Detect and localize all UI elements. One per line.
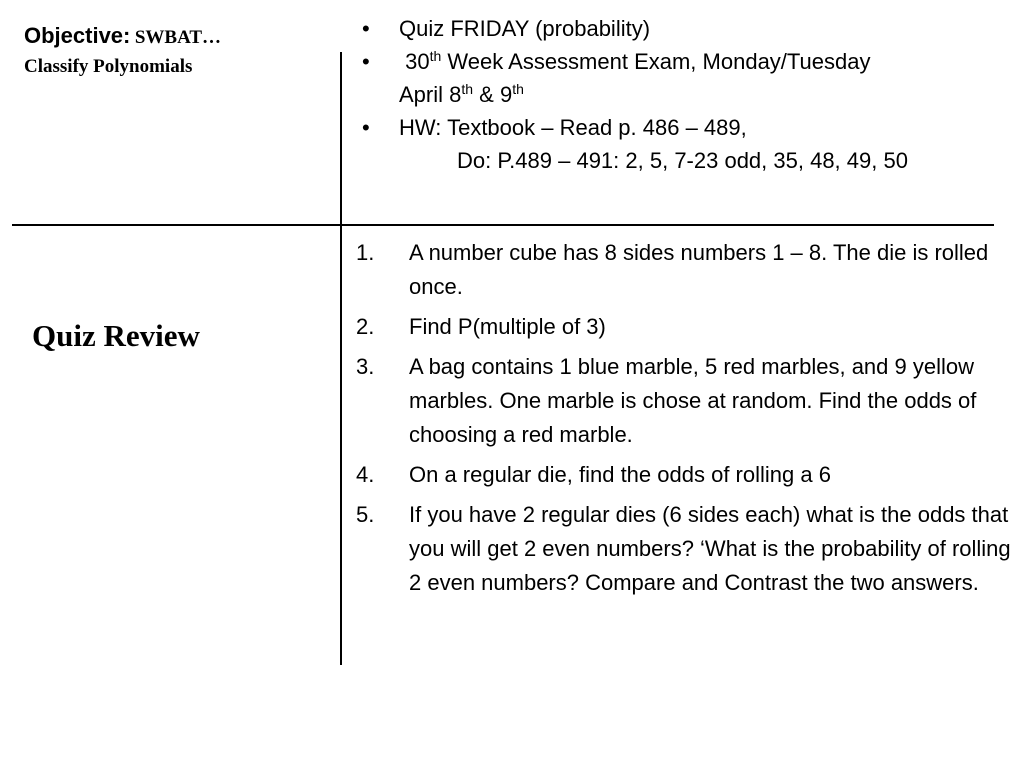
section-title: Quiz Review	[32, 318, 200, 353]
objective-topic: Classify Polynomials	[24, 56, 193, 77]
quiz-announcement: Quiz FRIDAY (probability)	[399, 16, 651, 41]
exam-date-a: April 8	[399, 82, 462, 107]
exam-announcement: Week Assessment Exam, Monday/Tuesday	[441, 49, 871, 74]
list-item	[356, 236, 1018, 304]
question-list	[356, 236, 1018, 606]
vertical-divider	[340, 52, 342, 665]
bullet-icon: •	[362, 16, 370, 41]
exam-date-b-suffix: th	[512, 81, 524, 97]
homework-read: HW: Textbook – Read p. 486 – 489,	[399, 115, 747, 140]
list-item	[356, 458, 1018, 492]
question-number: 5.	[356, 502, 375, 527]
objective-label: Objective:	[24, 23, 131, 48]
question-number: 3.	[356, 354, 375, 379]
list-item	[356, 498, 1018, 600]
exam-week-suffix: th	[429, 48, 442, 64]
exam-week-number: 30	[405, 49, 430, 74]
announcement-item	[358, 45, 1008, 111]
objective-swbat: SWBAT…	[134, 27, 222, 48]
question-text: On a regular die, find the odds of rolling a 6	[409, 462, 831, 487]
question-number: 2.	[356, 314, 375, 339]
question-number: 1.	[356, 240, 375, 265]
question-text: Find P(multiple of 3)	[409, 314, 606, 339]
question-text: If you have 2 regular dies (6 sides each) what is the odds that you will get 2 even numbers? ‘What is the probability of rolling 2 even numbers? Compare and Contrast the two answers.	[409, 502, 1011, 595]
objective-block	[24, 22, 221, 81]
question-text: A bag contains 1 blue marble, 5 red marbles, and 9 yellow marbles. One marble is chose at random. Find the odds of choosing a red marble.	[409, 354, 977, 447]
horizontal-divider	[12, 224, 994, 226]
announcement-list	[358, 12, 1008, 177]
announcement-item	[358, 12, 1008, 45]
homework-problems: Do: P.489 – 491: 2, 5, 7-23 odd, 35, 48, 49, 50	[457, 148, 908, 173]
question-number: 4.	[356, 462, 375, 487]
list-item	[356, 310, 1018, 344]
question-text: A number cube has 8 sides numbers 1 – 8. The die is rolled once.	[409, 240, 989, 299]
bullet-icon: •	[362, 49, 370, 74]
exam-date-a-suffix: th	[461, 81, 474, 97]
announcement-item	[358, 111, 1008, 177]
bullet-icon: •	[362, 115, 370, 140]
list-item	[356, 350, 1018, 452]
exam-date-b: & 9	[473, 82, 513, 107]
